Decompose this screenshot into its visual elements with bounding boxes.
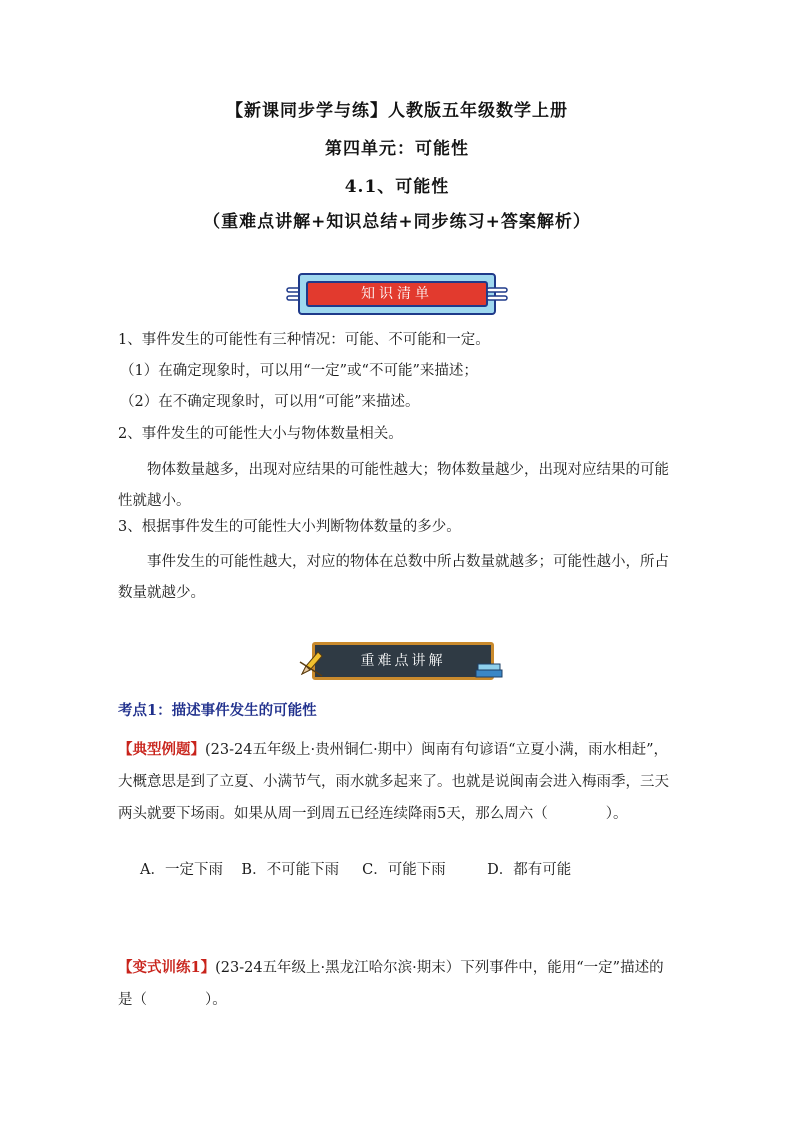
- books-icon: [474, 660, 504, 680]
- key-points-banner: [298, 640, 504, 684]
- variant-text: (23-24五年级上·黑龙江哈尔滨·期末）下列事件中，能用“一定”描述的是（ ）。: [118, 960, 664, 1008]
- knowledge-point-1-1: （1）在确定现象时，可以用“一定”或“不可能”来描述；: [120, 363, 478, 379]
- knowledge-point-3: 3、根据事件发生的可能性大小判断物体数量的多少。: [118, 519, 461, 535]
- example-question: [118, 734, 678, 830]
- example-tag: 【典型例题】: [118, 741, 205, 758]
- knowledge-banner-label: 知识清单: [306, 281, 488, 307]
- knowledge-banner: [286, 271, 508, 317]
- pencil-icon: [298, 648, 324, 678]
- pin-icon: [486, 285, 508, 303]
- variant-tag: 【变式训练1】: [118, 959, 216, 976]
- knowledge-point-1-2: （2）在不确定现象时，可以用“可能”来描述。: [120, 394, 420, 410]
- key-points-banner-label: 重难点讲解: [312, 642, 494, 680]
- unit-title: 第四单元：可能性: [325, 139, 469, 159]
- knowledge-point-3-detail: 事件发生的可能性越大，对应的物体在总数中所占数量就越多；可能性越小，所占数量就越少。: [118, 554, 669, 601]
- lesson-subtitle: （重难点讲解+知识总结+同步练习+答案解析）: [203, 212, 591, 232]
- knowledge-point-2-detail: 物体数量越多，出现对应结果的可能性越大；物体数量越少，出现对应结果的可能性就越小。: [118, 462, 669, 509]
- test-point-heading: 考点1：描述事件发生的可能性: [118, 702, 317, 719]
- lesson-title: 4.1、可能性: [344, 177, 450, 197]
- document-title: 【新课同步学与练】人教版五年级数学上册: [226, 101, 568, 121]
- knowledge-point-1: 1、事件发生的可能性有三种情况：可能、不可能和一定。: [118, 332, 490, 348]
- example-text: (23-24五年级上·贵州铜仁·期中）闽南有句谚语“立夏小满，雨水相赶”，大概意思是到了立夏、小满节气，雨水就多起来了。也就是说闽南会进入梅雨季，三天两头就要下场雨。如果从周一到周五已经连续降雨5天，那么周六（ ）。: [118, 742, 669, 822]
- knowledge-point-2: 2、事件发生的可能性大小与物体数量相关。: [118, 426, 403, 442]
- variant-question: [118, 952, 678, 1016]
- example-options: A．一定下雨 B．不可能下雨 C．可能下雨 D．都有可能: [140, 862, 572, 878]
